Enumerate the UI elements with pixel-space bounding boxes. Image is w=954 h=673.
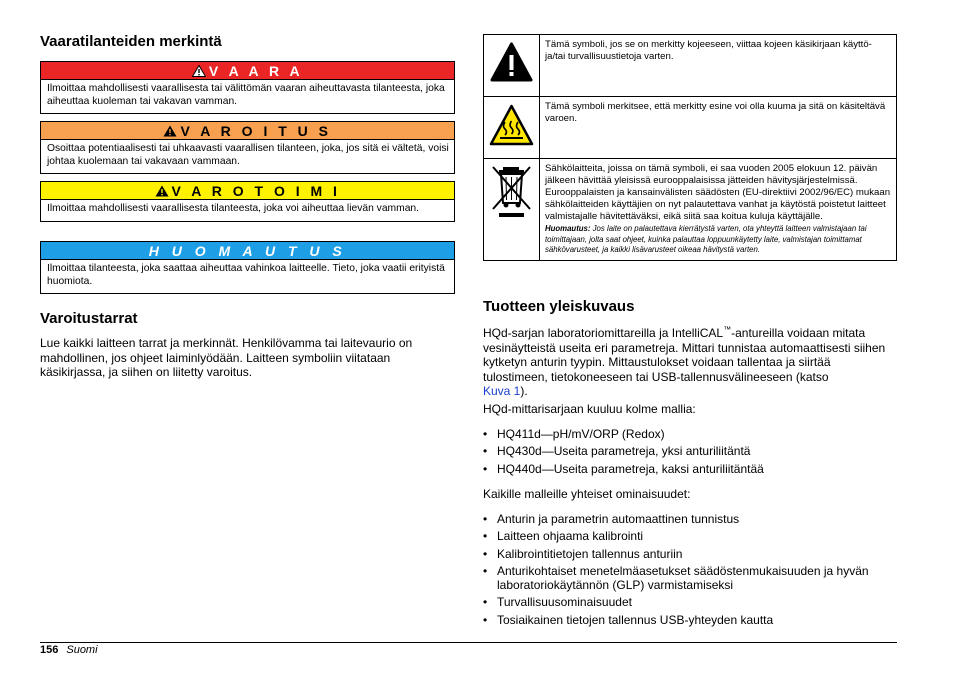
symbol-icon-cell xyxy=(484,35,540,97)
page-number: 156 xyxy=(40,644,59,656)
trademark-mark: ™ xyxy=(723,325,732,334)
list-item: • Anturikohtaiset menetelmäasetukset säädöstenmukaisuuden ja hyvän laboratoriokäytännön (GLP) varmistamiseksi xyxy=(483,564,897,593)
list-item: • HQ411d—pH/mV/ORP (Redox) xyxy=(483,427,897,441)
note-label: Huomautus: xyxy=(545,224,591,233)
warning-triangle-icon xyxy=(155,185,169,197)
page-footer xyxy=(40,644,98,656)
danger-text: Ilmoittaa mahdollisesti vaarallisesta tai välittömän vaaran aiheuttavasta tilanteesta, joka aiheuttaa kuoleman tai vakavan vamman. xyxy=(40,80,455,114)
models-list xyxy=(483,427,897,479)
notice-label: H U O M A U T U S xyxy=(148,242,347,259)
symbol-text-cell xyxy=(540,159,897,261)
hot-surface-icon xyxy=(484,97,539,153)
features-intro: Kaikille malleille yhteiset ominaisuudet: xyxy=(483,487,691,501)
notice-box xyxy=(40,241,455,294)
caution-box xyxy=(40,181,455,222)
symbol-row xyxy=(484,159,897,261)
warning-triangle-icon xyxy=(192,65,206,77)
footer-language: Suomi xyxy=(66,644,98,656)
list-item: • Laitteen ohjaama kalibrointi xyxy=(483,529,897,543)
hazard-heading: Vaaratilanteiden merkintä xyxy=(40,33,222,50)
symbols-table xyxy=(483,34,897,261)
figure-link[interactable]: Kuva 1 xyxy=(483,384,521,398)
list-item: • Tosiaikainen tietojen tallennus USB-yhteyden kautta xyxy=(483,613,897,627)
symbol-row xyxy=(484,35,897,97)
list-item: • HQ440d—Useita parametreja, kaksi anturiliitäntää xyxy=(483,462,897,476)
list-item: • HQ430d—Useita parametreja, yksi anturiliitäntä xyxy=(483,444,897,458)
overview-paragraph xyxy=(483,323,897,399)
symbol-row xyxy=(484,97,897,159)
danger-box xyxy=(40,61,455,114)
symbol-icon-cell xyxy=(484,159,540,261)
symbol-icon-cell xyxy=(484,97,540,159)
note-text: Jos laite on palautettava kierrätystä varten, ota yhteyttä laitteen valmistajaan tai toimittajaan, jolta saat ohjeet, kuinka palauttaa loppuunkäytetty laite, valmistajan toimittamat sähkövarusteet, ja kaikki lisävarusteet oikeaa hävitystä varten. xyxy=(545,224,867,254)
overview-text-a: HQd-sarjan laboratoriomittareilla ja IntelliCAL xyxy=(483,326,724,340)
caution-label: V A R O T O I M I xyxy=(171,182,341,199)
symbol-text: Tämä symboli, jos se on merkitty kojeeseen, viittaa kojeen käsikirjaan käyttö- ja/tai turvallisuustietoja varten. xyxy=(540,35,897,97)
overview-heading: Tuotteen yleiskuvaus xyxy=(483,298,635,315)
symbol-text: Sähkölaitteita, joissa on tämä symboli, ei saa vuoden 2005 elokuun 12. päivän jälkeen hävittää yleisissä eurooppalaisissa jätteiden hävitysjärjestelmissä. Eurooppalaisten ja kansainvälisten säädösten (EU-direktiivi 2002/96/EC) mukaan sähkölaitteiden käyttäjien on nyt palautettava vanhat ja käytöstä poistetut laitteet valmistajalle hävitettäväksi, eikä siitä saa koitua kuluja käyttäjälle. xyxy=(545,163,891,222)
warning-header xyxy=(40,121,455,140)
list-item: • Turvallisuusominaisuudet xyxy=(483,595,897,609)
danger-label: V A A R A xyxy=(208,62,304,79)
caution-header xyxy=(40,181,455,200)
footer-divider xyxy=(40,642,897,643)
notice-text: Ilmoittaa tilanteesta, joka saattaa aiheuttaa vahinkoa laitteelle. Tieto, joka vaatii erityistä huomiota. xyxy=(40,260,455,294)
warning-box xyxy=(40,121,455,174)
disposal-note xyxy=(545,224,891,256)
list-item: • Kalibrointitietojen tallennus anturiin xyxy=(483,547,897,561)
overview-text-b: -antureilla voidaan mitata vesinäytteistä useita eri parametreja. Mittari tunnistaa automaattisesti siihen kytketyn anturin tyypin. Mittaustulokset voidaan tallentaa ja siirtää tulostimeen, tietokoneeseen tai USB-tallennusvälineeseen (katso xyxy=(483,326,886,384)
warning-triangle-icon xyxy=(163,125,177,137)
features-list xyxy=(483,512,897,630)
warning-triangle-icon xyxy=(484,35,539,91)
notice-header xyxy=(40,241,455,260)
warning-text: Osoittaa potentiaalisesti tai uhkaavasti vaarallisen tilanteen, joka, jos sitä ei vältetä, voisi johtaa kuolemaan tai vakavaan vammaan. xyxy=(40,140,455,174)
labels-paragraph: Lue kaikki laitteen tarrat ja merkinnät. Henkilövamma tai laitevaurio on mahdollinen, jos ohjeet laiminlyödään. Laitteen symboliin viitataan käsikirjassa, ja siihen on liitetty varoitus. xyxy=(40,336,413,379)
labels-heading: Varoitustarrat xyxy=(40,310,138,327)
crossed-bin-icon xyxy=(484,159,539,223)
models-intro: HQd-mittarisarjaan kuuluu kolme mallia: xyxy=(483,402,696,416)
list-item: • Anturin ja parametrin automaattinen tunnistus xyxy=(483,512,897,526)
warning-label: V A R O I T U S xyxy=(180,122,332,139)
danger-header xyxy=(40,61,455,80)
symbol-text: Tämä symboli merkitsee, että merkitty esine voi olla kuuma ja sitä on käsiteltävä varoen. xyxy=(540,97,897,159)
caution-text: Ilmoittaa mahdollisesti vaarallisesta tilanteesta, joka voi aiheuttaa lievän vamman. xyxy=(40,200,455,222)
overview-text-c: ). xyxy=(520,384,528,398)
